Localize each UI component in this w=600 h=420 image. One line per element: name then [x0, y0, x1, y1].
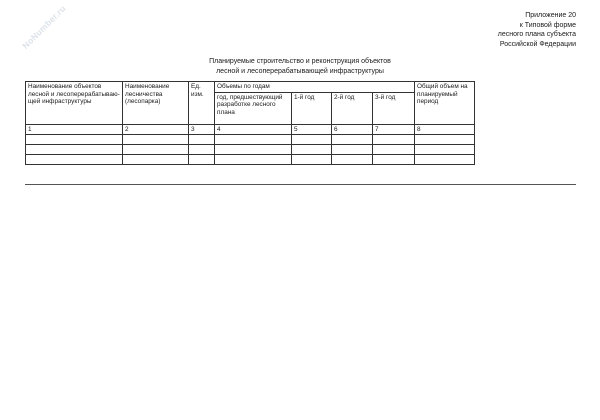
table-cell	[373, 135, 415, 145]
header-infrastructure-name: Наименование объектов лесной и лесоперерабатываю-щей инфраструктуры	[26, 82, 123, 125]
table-cell	[26, 145, 123, 155]
table-cell	[332, 135, 373, 145]
table-cell	[123, 135, 189, 145]
table-cell	[415, 135, 475, 145]
header-forestry-name: Наименование лесничества (лесопарка)	[123, 82, 189, 125]
table-cell	[292, 145, 332, 155]
table-cell	[189, 135, 215, 145]
table-cell	[332, 155, 373, 165]
column-number: 2	[123, 124, 189, 135]
table-cell	[215, 145, 292, 155]
column-number: 7	[373, 124, 415, 135]
column-number: 5	[292, 124, 332, 135]
table-row	[26, 155, 475, 165]
horizontal-divider	[25, 184, 576, 185]
appendix-line: к Типовой форме	[519, 21, 576, 29]
table-cell	[189, 145, 215, 155]
table-cell	[373, 155, 415, 165]
table-cell	[292, 135, 332, 145]
table-cell	[123, 155, 189, 165]
header-total-volume: Общий объем на планируемый период	[415, 82, 475, 125]
appendix-line: Приложение 20	[525, 12, 576, 19]
header-row	[26, 82, 475, 93]
table-cell	[26, 135, 123, 145]
table-cell	[292, 155, 332, 165]
appendix-line: лесного плана субъекта	[497, 31, 576, 38]
appendix-note	[436, 11, 576, 49]
table-cell	[123, 145, 189, 155]
column-number-row	[26, 124, 475, 135]
column-number: 6	[332, 124, 373, 135]
document-title	[100, 57, 500, 76]
table-cell	[415, 155, 475, 165]
table-cell	[26, 155, 123, 165]
header-year-2: 2-й год	[332, 92, 373, 124]
column-number: 8	[415, 124, 475, 135]
table-row	[26, 145, 475, 155]
appendix-line: Российской Федерации	[499, 40, 576, 48]
table-cell	[332, 145, 373, 155]
header-unit: Ед. изм.	[189, 82, 215, 125]
header-year-1: 1-й год	[292, 92, 332, 124]
header-year-prev: год, предшествующий разработке лесного плана	[215, 92, 292, 124]
column-number: 3	[189, 124, 215, 135]
table-cell	[189, 155, 215, 165]
table-cell	[215, 155, 292, 165]
header-volumes-by-year: Объемы по годам	[215, 82, 415, 93]
table-row	[26, 135, 475, 145]
column-number: 4	[215, 124, 292, 135]
column-number: 1	[26, 124, 123, 135]
table-cell	[373, 145, 415, 155]
title-line: Планируемые строительство и реконструкция объектов	[209, 58, 391, 65]
title-line: лесной и лесоперерабатывающей инфраструктуры	[216, 67, 384, 75]
infrastructure-table	[25, 81, 475, 165]
header-year-3: 3-й год	[373, 92, 415, 124]
table-cell	[415, 145, 475, 155]
watermark: NoNumber.ru	[20, 3, 68, 51]
table-cell	[215, 135, 292, 145]
